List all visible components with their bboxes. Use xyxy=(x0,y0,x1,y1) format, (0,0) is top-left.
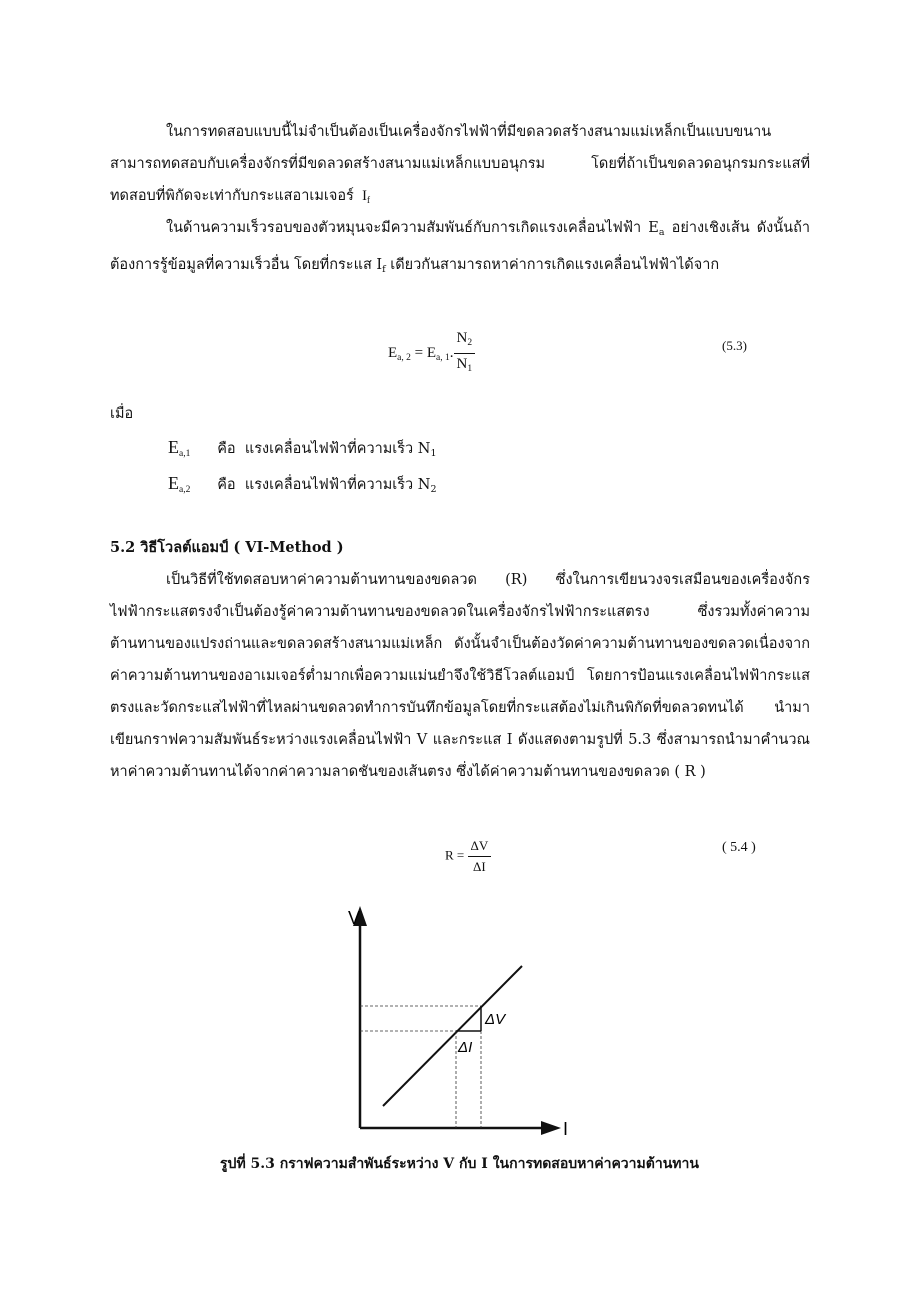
section-heading: 5.2 วิธีโวลต์แอมป์ ( VI-Method ) xyxy=(110,539,344,556)
delta-v-label: ΔV xyxy=(485,1011,506,1028)
equation-5-4: R = $\frac{\Delta V}{\Delta I}$ xyxy=(445,836,491,877)
where-label: เมื่อ xyxy=(110,406,134,422)
vi-line xyxy=(383,966,522,1106)
equation-number-5-4: ( 5.4 ) xyxy=(722,840,756,855)
paragraph-vi-method: เป็นวิธีที่ใช้ทดสอบหาค่าความต้านทานของขดลวด (R) ซึ่งในการเขียนวงจรเสมือนของเครื่องจักรไฟฟ้ากระแสตรงจำเป็นต้องรู้ค่าความต้านทานของขดลวดในเครื่องจักรไฟฟ้ากระแสตรง ซึ่งรวมทั้งค่าความต้านทานของแปรงถ่านและขดลวดสร้างสนามแม่เหล็ก ดังนั้นจำเป็นต้องวัดค่าความต้านทานของขดลวดเนื่องจากค่าความต้านทานของอาเมเจอร์ต่ำมากเพื่อความแม่นยำจึงใช้วิธีโวลต์แอมป์ โดยการป้อนแรงเคลื่อนไฟฟ้ากระแสตรงและวัดกระแสไฟฟ้าที่ไหลผ่านขดลวดทำการบันทึกข้อมูลโดยที่กระแสต้องไม่เกินพิกัดที่ขดลวดทนได้ นำมาเขียนกราฟความสัมพันธ์ระหว่างแรงเคลื่อนไฟฟ้า V และกระแส I ดังแสดงตามรูปที่ 5.3 ซึ่งสามารถนำมาคำนวณหาค่าความต้านทานได้จากค่าความลาดชันของเส้นตรง ซึ่งได้ค่าความต้านทานของขดลวด ( R ) xyxy=(110,572,810,780)
paragraph-speed-relation: ในด้านความเร็วรอบของตัวหมุนจะมีความสัมพันธ์กับการเกิดแรงเคลื่อนไฟฟ้า $E_a$ อย่างเชิงเส้น ดังนั้นถ้าต้องการรู้ข้อมูลที่ความเร็วอื่น โดยที่กระแส $I_f$ เดียวกันสามารถหาค่าการเกิดแรงเคลื่อนไฟฟ้าได้จาก xyxy=(110,220,811,275)
delta-i-label: ΔI xyxy=(458,1039,473,1056)
definition-ea1: $E_{a,1}$ คือ แรงเคลื่อนไฟฟ้าที่ความเร็ว $N_1$ xyxy=(168,437,437,459)
paragraph-text: ในการทดสอบแบบนี้ไม่จำเป็นต้องเป็นเครื่องจักรไฟฟ้าที่มีขดลวดสร้างสนามแม่เหล็กเป็นแบบขนาน สามารถทดสอบกับเครื่องจักรที่มีขดลวดสร้างสนามแม่เหล็กแบบอนุกรม โดยที่ถ้าเป็นขดลวดอนุกรมกระแสที่ทดสอบที่พิกัดจะเท่ากับกระแสอาเมเจอร์ xyxy=(110,124,810,204)
x-axis-arrow-icon xyxy=(541,1121,561,1135)
current-symbol: $I_f$ xyxy=(362,188,371,206)
speed-ratio-fraction: $\frac{N_2}{N_1}$ xyxy=(454,328,476,379)
definition-ea2: $E_{a,2}$ คือ แรงเคลื่อนไฟฟ้าที่ความเร็ว $N_2$ xyxy=(168,473,437,495)
y-axis-label: V xyxy=(347,908,361,928)
figure-caption: รูปที่ 5.3 กราฟความสำพันธ์ระหว่าง V กับ I ในการทดสอบหาค่าความต้านทาน xyxy=(220,1156,699,1172)
equation-5-3: $E_{a, 2} = E_{a, 1}$. $\frac{N_2}{N_1}$ xyxy=(388,328,475,379)
paragraph-test-method xyxy=(110,116,810,217)
x-axis-label: I xyxy=(563,1119,569,1139)
resistance-fraction: $\frac{\Delta V}{\Delta I}$ xyxy=(468,836,492,877)
equation-number-5-3: (5.3) xyxy=(722,338,747,353)
